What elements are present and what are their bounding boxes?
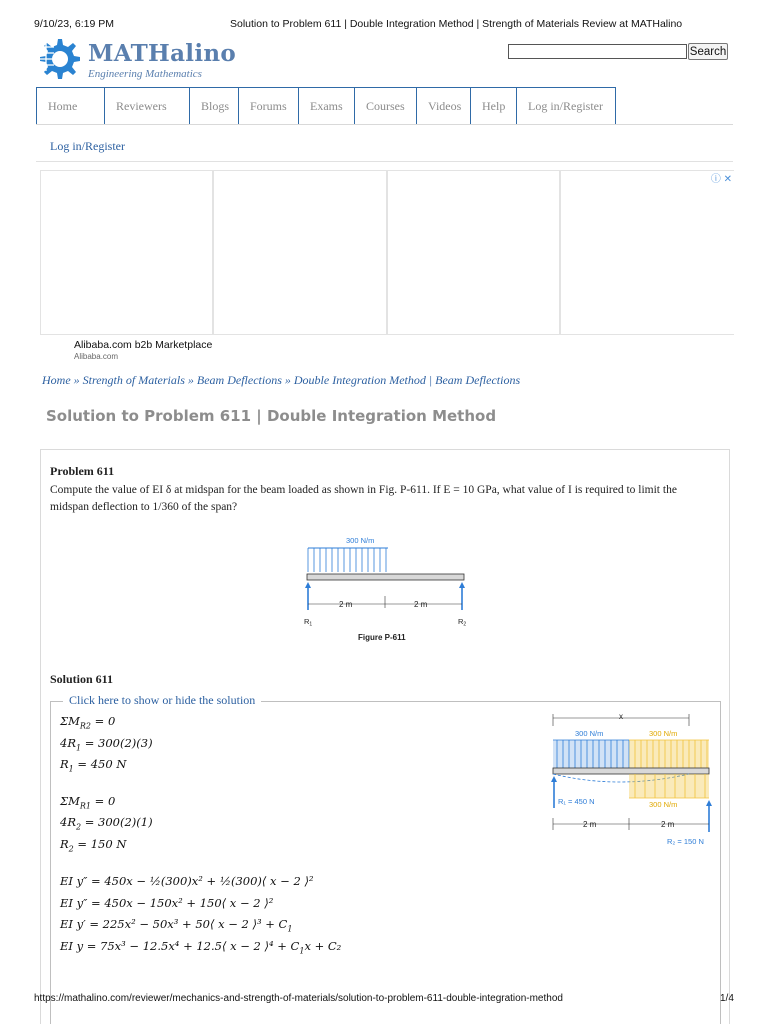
- nav-item-blogs[interactable]: Blogs: [189, 87, 239, 125]
- fig2-x-label: x: [619, 712, 623, 721]
- toggle-solution-link[interactable]: Click here to show or hide the solution: [63, 693, 261, 708]
- breadcrumb-separator: »: [284, 373, 291, 387]
- breadcrumb: [42, 373, 520, 388]
- nav-item-forums[interactable]: Forums: [238, 87, 299, 125]
- fig2-yellow-load-bottom: [629, 774, 709, 798]
- print-datetime: 9/10/23, 6:19 PM: [34, 18, 114, 30]
- fig2-blue-load-label: 300 N/m: [575, 729, 604, 738]
- fig2-blue-load: [553, 740, 629, 770]
- problem-heading: Problem 611: [50, 464, 115, 478]
- site-tagline: Engineering Mathematics: [88, 68, 202, 80]
- figure-solution-fbd: [549, 712, 717, 848]
- nav-item-reviewers[interactable]: Reviewers: [104, 87, 190, 125]
- equation-line: $R_2 = 150$ N: [60, 837, 127, 854]
- nav-divider: [36, 124, 733, 125]
- fig1-r2-arrow: [459, 582, 465, 588]
- print-url: https://mathalino.com/reviewer/mechanics-and-strength-of-materials/solution-to-problem-611-double-integration-method: [34, 993, 563, 1004]
- problem-statement: Compute the value of EI δ at midspan for the beam loaded as shown in Fig. P-611. If E = 10 GPa, what value of I is required to limit the midspan deflection to 1/360 of the span?: [50, 484, 677, 513]
- fig2-r1-arrow: [551, 776, 557, 782]
- fig2-dim-right: 2 m: [661, 820, 675, 829]
- fig2-dim-left: 2 m: [583, 820, 597, 829]
- fig2-r2-arrow: [706, 800, 712, 806]
- site-name[interactable]: MATHalino: [88, 40, 237, 67]
- nav-item-exams[interactable]: Exams: [298, 87, 355, 125]
- figure-p611: [296, 534, 476, 646]
- fig1-caption: Figure P-611: [358, 633, 406, 642]
- equation-line: EI y″ = 450x − 150x² + 150⟨ x − 2 ⟩²: [60, 896, 274, 910]
- login-divider: [36, 161, 733, 162]
- fig1-r1-label: $R_1$: [304, 617, 313, 628]
- ad-tile[interactable]: [40, 170, 213, 335]
- mathalino-logo-icon[interactable]: [34, 35, 82, 83]
- search-input[interactable]: [508, 44, 687, 59]
- fig1-dim-left: 2 m: [339, 600, 353, 609]
- ad-subtitle: Alibaba.com: [74, 352, 119, 361]
- fig2-yellow-top-label: 300 N/m: [649, 729, 678, 738]
- equation-line: EI y″ = 450x − ½(300)x² + ½(300)⟨ x − 2 ⟩²: [60, 874, 314, 888]
- breadcrumb-separator: »: [73, 373, 80, 387]
- ad-title[interactable]: Alibaba.com b2b Marketplace: [74, 339, 213, 351]
- fig1-beam: [307, 574, 464, 580]
- fig2-r1-label: R₁ = 450 N: [558, 797, 595, 806]
- equation-line: $\Sigma M_{R2} = 0$: [60, 714, 116, 731]
- equation-line: EI y′ = 225x² − 50x³ + 50⟨ x − 2 ⟩³ + $C_1$: [60, 917, 293, 934]
- fig2-r2-label: R₂ = 150 N: [667, 837, 704, 846]
- fig2-beam: [553, 768, 709, 774]
- print-page-number: 1/4: [720, 993, 734, 1004]
- fig1-r2-label: $R_2$: [458, 617, 467, 628]
- nav-item-home[interactable]: Home: [36, 87, 105, 125]
- fig1-dim-right: 2 m: [414, 600, 428, 609]
- breadcrumb-separator: »: [187, 373, 194, 387]
- ad-tile[interactable]: [560, 170, 734, 335]
- equation-line: $4R_1 = 300(2)(3)$: [60, 736, 153, 753]
- fig1-load-arrows: [308, 548, 386, 572]
- breadcrumb-strength-of-materials[interactable]: Strength of Materials: [82, 373, 185, 387]
- breadcrumb-double-integration[interactable]: Double Integration Method | Beam Deflections: [293, 373, 521, 387]
- main-nav: [36, 87, 615, 125]
- fig1-load-label: 300 N/m: [346, 536, 375, 545]
- breadcrumb-home[interactable]: Home: [42, 373, 71, 387]
- equation-line: EI y = 75x³ − 12.5x⁴ + 12.5⟨ x − 2 ⟩⁴ + $C_1x + C_2$: [60, 939, 342, 956]
- search-button[interactable]: Search: [688, 43, 728, 60]
- advertisement[interactable]: [40, 170, 734, 360]
- ad-tile[interactable]: [213, 170, 387, 335]
- equation-line: $4R_2 = 300(2)(1)$: [60, 815, 153, 832]
- ad-close-icon[interactable]: ⓘ ✕: [710, 174, 732, 185]
- breadcrumb-beam-deflections[interactable]: Beam Deflections: [196, 373, 282, 387]
- nav-item-videos[interactable]: Videos: [416, 87, 471, 125]
- print-header: [0, 18, 768, 32]
- fig2-yellow-bottom-label: 300 N/m: [649, 800, 678, 809]
- equation-line: $R_1 = 450$ N: [60, 757, 127, 774]
- solution-heading: Solution 611: [50, 672, 114, 686]
- nav-item-login-register[interactable]: Log in/Register: [516, 87, 616, 125]
- equation-line: $\Sigma M_{R1} = 0$: [60, 794, 116, 811]
- ad-tile[interactable]: [387, 170, 560, 335]
- print-title: Solution to Problem 611 | Double Integration Method | Strength of Materials Review at MATHalino: [230, 18, 683, 30]
- nav-item-help[interactable]: Help: [470, 87, 517, 125]
- login-register-link[interactable]: Log in/Register: [50, 139, 125, 153]
- nav-item-courses[interactable]: Courses: [354, 87, 417, 125]
- page-title: Solution to Problem 611 | Double Integration Method: [46, 407, 497, 425]
- fig1-r1-arrow: [305, 582, 311, 588]
